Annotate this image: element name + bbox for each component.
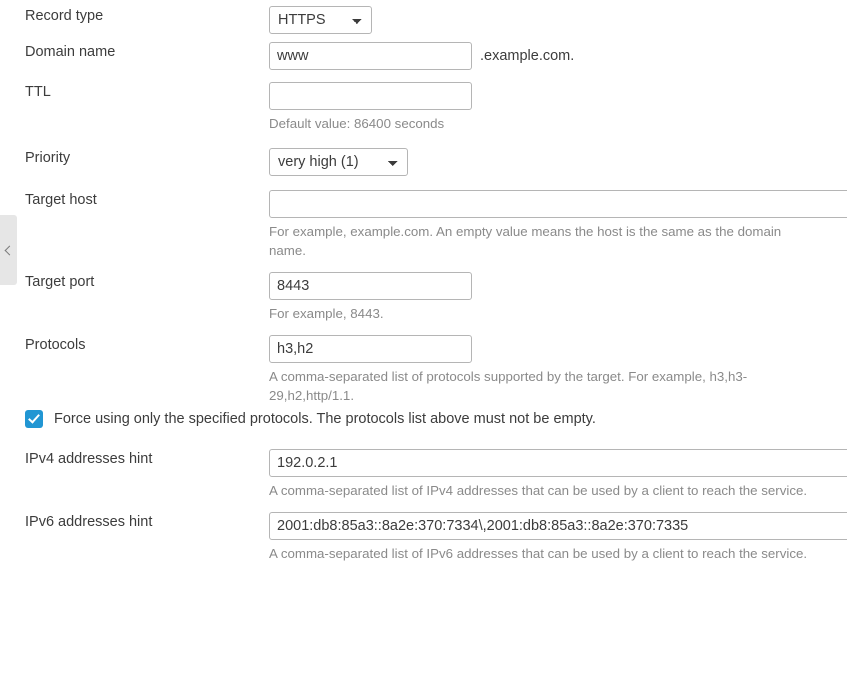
field-ipv6-hint bbox=[269, 512, 847, 563]
priority-select[interactable] bbox=[269, 148, 408, 176]
field-target-host bbox=[269, 190, 847, 260]
label-domain-name: Domain name bbox=[25, 44, 116, 60]
form-row-domain-name bbox=[0, 42, 847, 70]
chevron-left-icon bbox=[5, 245, 15, 255]
label-ttl: TTL bbox=[25, 84, 51, 100]
label-ipv4-hint: IPv4 addresses hint bbox=[25, 451, 153, 467]
record-type-select[interactable] bbox=[269, 6, 372, 34]
hint-ipv6: A comma-separated list of IPv6 addresses that can be used by a client to reach the service. bbox=[269, 546, 808, 561]
protocols-input[interactable] bbox=[269, 335, 472, 363]
form-row-ttl bbox=[0, 82, 847, 133]
force-protocols-label: Force using only the specified protocols. The protocols list above must not be empty. bbox=[54, 411, 596, 427]
force-protocols-row[interactable] bbox=[0, 410, 847, 428]
field-protocols bbox=[269, 335, 847, 405]
field-ipv4-hint bbox=[269, 449, 847, 500]
field-domain-name bbox=[269, 42, 847, 70]
hint-protocols: A comma-separated list of protocols supported by the target. For example, h3,h3-29,h2,http/1.1. bbox=[269, 369, 748, 403]
form-row-record-type bbox=[0, 6, 847, 34]
field-record-type bbox=[269, 6, 847, 34]
target-host-input[interactable] bbox=[269, 190, 847, 218]
hint-ipv4: A comma-separated list of IPv4 addresses that can be used by a client to reach the service. bbox=[269, 483, 808, 498]
field-target-port bbox=[269, 272, 847, 323]
hint-target-host: For example, example.com. An empty value means the host is the same as the domain name. bbox=[269, 224, 782, 258]
form-row-protocols bbox=[0, 335, 847, 405]
field-ttl bbox=[269, 82, 847, 133]
target-port-input[interactable] bbox=[269, 272, 472, 300]
sidebar-collapse-handle[interactable] bbox=[0, 215, 17, 285]
label-priority: Priority bbox=[25, 150, 71, 166]
label-target-host: Target host bbox=[25, 192, 97, 208]
hint-target-port: For example, 8443. bbox=[269, 306, 384, 321]
hint-ttl: Default value: 86400 seconds bbox=[269, 116, 445, 131]
domain-name-suffix: .example.com. bbox=[480, 48, 575, 64]
label-record-type: Record type bbox=[25, 8, 104, 24]
domain-name-input[interactable] bbox=[269, 42, 472, 70]
label-protocols: Protocols bbox=[25, 337, 86, 353]
form-row-target-host bbox=[0, 190, 847, 260]
label-ipv6-hint: IPv6 addresses hint bbox=[25, 514, 153, 530]
ipv4-hint-input[interactable] bbox=[269, 449, 847, 477]
ttl-input[interactable] bbox=[269, 82, 472, 110]
form-row-priority bbox=[0, 148, 847, 176]
form-row-ipv4-hint bbox=[0, 449, 847, 500]
ipv6-hint-input[interactable] bbox=[269, 512, 847, 540]
field-priority bbox=[269, 148, 847, 176]
form-row-ipv6-hint bbox=[0, 512, 847, 563]
form-row-target-port bbox=[0, 272, 847, 323]
force-protocols-checkbox[interactable] bbox=[25, 410, 43, 428]
label-target-port: Target port bbox=[25, 274, 95, 290]
